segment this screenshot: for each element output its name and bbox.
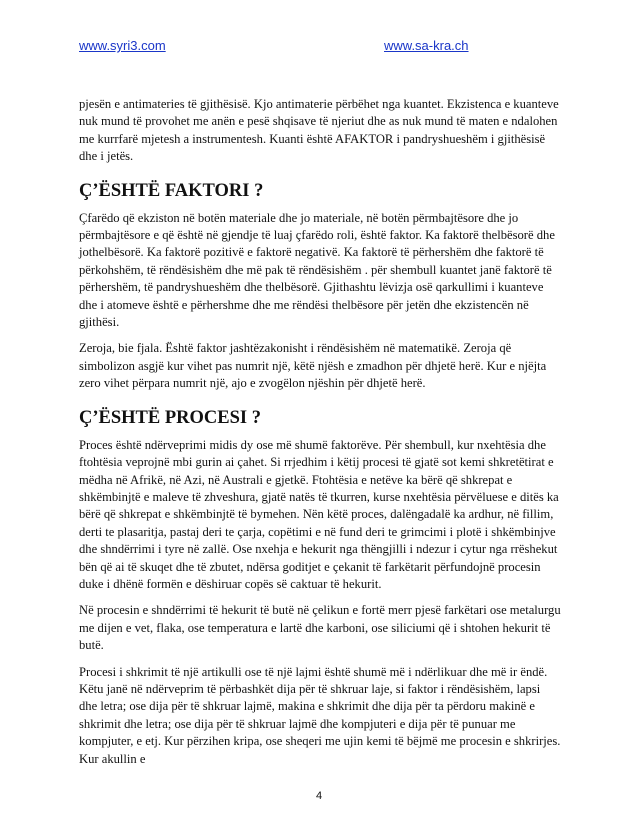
- heading-faktori: Ç’ËSHTË FAKTORI ?: [79, 180, 264, 201]
- paragraph-shkrimi: Procesi i shkrimit të një artikulli ose të një lajmi është shumë më i ndërlikuar dhe më ir ëndë. Këtu janë në ndërveprim të përbashkët dija për të shkruar laje, si faktor i rëndësishëm, lapsi dhe letra; ose dija për të shkruar lajmë, makina e shkrimit dhe dija për ta përdoru makinë e shkrimit dhe letra; ose dija për të shkruar lajmë dhe kompjuteri e dija për të punuar me kompjuter, e etj. Kur përzihen kripa, ose sheqeri me ujin kemi të bëjmë me procesin e shkrirjes. Kur akullin e: [79, 664, 561, 766]
- paragraph-zeroja: Zeroja, bie fjala. Është faktor jashtëzakonisht i rëndësishëm në matematikë. Zeroja që simbolizon asgjë kur vihet pas numrit një, këtë njësh e zmadhon për dhjetë herë. Kur e njëjta zero vihet përpara numrit një, ajo e zvogëlon njëshin për dhjetë herë.: [79, 341, 547, 391]
- paragraph-procesi: Proces është ndërveprimi midis dy ose më shumë faktorëve. Për shembull, kur nxehtësia dhe ftohtësia veprojnë mbi gurin ai çahet. Si rrjedhim i këtij procesi të gjatë sot kemi shkretëtirat e mëdha në Afrikë, në Azi, në Australi e gjetkë. Ftohtësia e netëve ka bërë që shkrepat e shkëmbinjtë e maleve të zhveshura, gjatë natës të tkurren, kurse nxehtësia përvëluese e ditës ka bërë që shkrepat e shkëmbinjtë të bymehen. Nën këtë proces, dalëngadalë ka ardhur, në fillim, derti te plasaritja, pastaj deri te çarja, copëtimi e në fund deri te grimcimi i plotë i shkëmbinjve dhe shndërrimi i tyre në zallë. Ose nxehja e hekurit nga thëngjilli i ndezur i cytur nga rrëshekut bën që ai të skuqet dhe të zbutet, ndërsa goditjet e çekanit të farkëtarit përfundojnë procesin duke i dhënë formën e dëshiruar copës së caktuar të hekurit.: [79, 437, 559, 591]
- page-body: [79, 96, 561, 777]
- heading-procesi: Ç’ËSHTË PROCESI ?: [79, 407, 261, 428]
- page-header: [79, 38, 559, 56]
- header-link-sa-kra[interactable]: www.sa-kra.ch: [384, 38, 469, 53]
- header-link-syri3[interactable]: www.syri3.com: [79, 38, 166, 53]
- paragraph-faktori: Çfarëdo që ekziston në botën materiale dhe jo materiale, në botën përmbajtësore dhe jo përmbajtësore e që është në gjendje të luaj çfarëdo roli, është faktor. Ka faktorë thelbësorë dhe jothelbësorë. Ka faktorë pozitivë e faktorë negativë. Ka faktorë të përhershëm dhe faktorë të përkohshëm, të rëndësishëm dhe më pak të rëndësishëm . për shembull kuantet janë faktorë të përhershëm, të pandryshueshëm dhe thelbësorë. Gjithashtu lëvizja osë qarkullimi i kuanteve dhe i atomeve është e përhershme dhe me rëndësi thelbësore për jetën dhe ekzistencën në gjithësi.: [79, 210, 555, 330]
- paragraph-antimateria: pjesën e antimateries të gjithësisë. Kjo antimaterie përbëhet nga kuantet. Ekzistenca e kuanteve nuk mund të provohet me anën e pesë shqisave të njeriut dhe as nuk mund të maten e ndalohen me kurrfarë mjetesh a instrumentesh. Kuanti është AFAKTOR i pandryshueshëm i gjithësisë dhe i jetës.: [79, 97, 559, 164]
- paragraph-celiku: Në procesin e shndërrimi të hekurit të butë në çelikun e fortë merr pjesë farkëtari ose metalurgu me dijen e vet, flaka, ose temperatura e lartë dhe karboni, ose siliciumi që i shtohen hekurit të butë.: [79, 603, 561, 653]
- page-number: 4: [315, 790, 323, 802]
